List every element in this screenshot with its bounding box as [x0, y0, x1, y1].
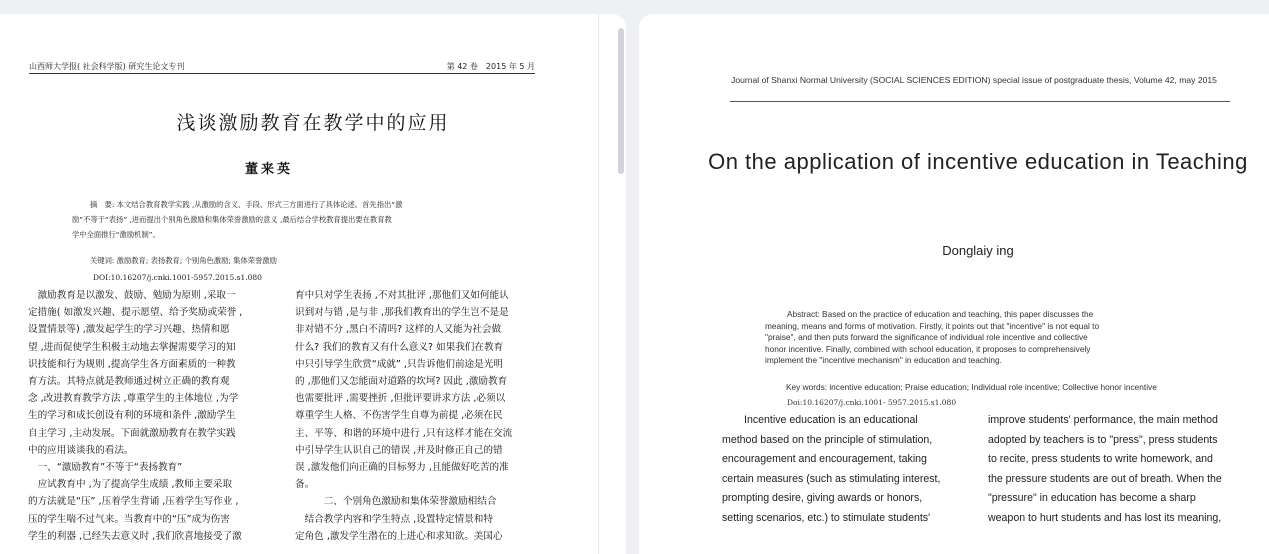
cn-body-line: 定角色 ,激发学生潜在的上进心和求知欲。美国心	[295, 530, 503, 542]
en-running-header: Journal of Shanxi Normal University (SOCIAL SCIENCES EDITION) special issue of postgraduate thesis, Volume 42, may 2015	[731, 75, 1217, 85]
en-body-line: adopted by teachers is to "press", press students	[988, 433, 1218, 446]
cn-body-line: 主、平等、和谐的环境中进行 ,只有这样才能在交流	[295, 427, 513, 439]
en-abstract-line: "praise", and then puts forward the significance of individual role incentive and collective	[765, 332, 1088, 343]
cn-abstract-line: 学中全面推行“激励机制”。	[72, 230, 160, 239]
cn-body-line: 误 ,激发他们向正确的目标努力 ,且能做好吃苦的准	[295, 462, 509, 474]
cn-body-line: 激励教育是以激发、鼓励、勉励为原则 ,采取一	[28, 290, 236, 301]
cn-author: 董来英	[244, 162, 293, 177]
cn-body-line: 结合教学内容和学生特点 ,设置特定情景和特	[295, 513, 493, 525]
top-toolbar-strip	[0, 0, 1269, 14]
cn-body-line: 育方法。其特点就是教师通过树立正确的教育观	[28, 376, 230, 388]
cn-body-line: 的 ,那他们又怎能面对道路的坎坷? 因此 ,激励教育	[295, 376, 508, 388]
cn-body-column-right	[295, 287, 541, 545]
vertical-scrollbar[interactable]	[618, 28, 624, 174]
en-body-line: Incentive education is an educational	[744, 414, 918, 426]
pane-inner-divider	[598, 14, 599, 554]
en-body-line: "pressure" in education has become a sharp	[988, 492, 1196, 504]
en-body-line: encouragement and encouragement, taking	[722, 453, 927, 465]
cn-header-volume: 第 42 卷 2015 年 5 月	[446, 62, 535, 71]
en-doi: Doi:10.16207/j.cnki.1001- 5957.2015.s1.080	[787, 398, 957, 407]
cn-body-line: 非对错不分 ,黑白不清吗? 这样的人又能为社会做	[295, 324, 502, 336]
cn-body-line: 生的学习和成长创设有利的环境和条件 ,激励学生	[28, 410, 236, 422]
cn-body-line: 的方法就是“压” ,压着学生背诵 ,压着学生写作业 ,	[28, 496, 239, 508]
en-abstract-line: Abstract: Based on the practice of education and teaching, this paper discusses the	[787, 309, 1094, 319]
en-paper-title: On the application of incentive education in Teaching	[708, 149, 1248, 174]
en-author: Donglaiy ing	[942, 243, 1014, 258]
cn-body-line: 尊重学生人格、不伤害学生自尊为前提 ,必须在民	[295, 410, 503, 422]
cn-body-line: 定措施( 如激发兴趣、提示愿望、给予奖励或荣誉 ,	[28, 307, 243, 319]
en-body-line: to recite, press students to write homework, and	[988, 453, 1213, 465]
en-body-line: weapon to hurt students and has lost its meaning,	[988, 511, 1222, 524]
cn-abstract	[72, 197, 497, 242]
cn-abstract-line: 励”不等于“表扬” ,进而提出个别角色激励和集体荣誉激励的意义 ,最后结合学校教育提出要在教育教	[72, 215, 392, 224]
cn-body-line: 望 ,进而促使学生积极主动地去掌握需要学习的知	[28, 341, 236, 353]
en-body-column-left	[722, 411, 972, 528]
en-body-line: setting scenarios, etc.) to stimulate students'	[722, 511, 931, 524]
en-body-line: improve students' performance, the main method	[988, 414, 1218, 426]
en-header-rule	[730, 101, 1230, 102]
cn-body-line: 什么? 我们的教育又有什么意义? 如果我们在教育	[295, 341, 504, 353]
cn-body-line: 中引导学生认识自己的错误 ,并及时修正自己的错	[295, 444, 503, 456]
cn-body-line: 识技能和行为规则 ,提高学生各方面素质的一种教	[28, 358, 236, 370]
en-abstract-line: meaning, means and forms of motivation. Firstly, it points out that "incentive" is not equal to	[765, 320, 1100, 331]
en-body-line: prompting desire, giving awards or honors,	[722, 492, 923, 504]
en-abstract	[765, 309, 1205, 367]
cn-paper-title: 浅谈激励教育在教学中的应用	[176, 112, 450, 134]
en-abstract-line: honor incentive. Finally, combined with school education, it proposes to comprehensively	[765, 343, 1091, 354]
en-body-line: method based on the principle of stimulation,	[722, 433, 933, 446]
cn-body-line: 学生的利器 ,已经失去意义时 ,我们欣喜地接受了激	[28, 530, 242, 542]
cn-body-line: 育中只对学生表扬 ,不对其批评 ,那他们又如何能认	[295, 290, 509, 301]
en-keywords: Key words: incentive education; Praise education; Individual role incentive; Collective honor incentive	[786, 382, 1157, 392]
cn-body-line: 中只引导学生欣赏“成就” ,只告诉他们前途是光明	[295, 358, 503, 370]
cn-doi: DOI:10.16207/j.cnki.1001-5957.2015.s1.080	[93, 273, 262, 282]
cn-section-heading: 二、个别角色激励和集体荣誉激励相结合	[295, 496, 497, 508]
cn-running-header	[29, 61, 535, 74]
cn-body-line: 念 ,改进教育教学方法 ,尊重学生的主体地位 ,为学	[28, 393, 239, 405]
cn-body-line: 压的学生喘不过气来。当教育中的“压”成为伤害	[28, 513, 230, 525]
cn-body-line: 也需要批评 ,需要挫折 ,但批评要讲求方法 ,必须以	[295, 393, 506, 405]
cn-body-line: 识到对与错 ,是与非 ,那我们教育出的学生岂不是是	[295, 307, 509, 319]
cn-keywords: 关键词: 激励教育; 表扬教育; 个别角色激励; 集体荣誉激励	[90, 256, 277, 265]
en-body-column-right	[988, 411, 1250, 528]
cn-body-column-left	[28, 287, 276, 545]
cn-body-line: 中的应用谈谈我的看法。	[28, 444, 134, 456]
cn-header-journal: 山西师大学报( 社会科学版) 研究生论文专刊	[29, 62, 185, 71]
cn-abstract-line: 摘 要: 本文结合教育教学实践 ,从激励的含义、手段、形式三方面进行了具体论述。首先指出“激	[90, 200, 403, 209]
cn-body-line: 自主学习 ,主动发展。下面就激励教育在教学实践	[28, 427, 236, 439]
en-abstract-line: implement the "incentive mechanism" in education and teaching.	[765, 355, 1002, 366]
cn-body-line: 备。	[295, 479, 315, 491]
cn-body-line: 应试教育中 ,为了提高学生成绩 ,教师主要采取	[28, 479, 233, 491]
en-body-line: the pressure students are out of breath. When the	[988, 472, 1222, 485]
cn-body-line: 设置情景等) ,激发起学生的学习兴趣、热情和愿	[28, 324, 230, 336]
en-body-line: certain measures (such as stimulating interest,	[722, 472, 941, 485]
cn-section-heading: 一、“激励教育”不等于“表扬教育”	[28, 462, 183, 474]
